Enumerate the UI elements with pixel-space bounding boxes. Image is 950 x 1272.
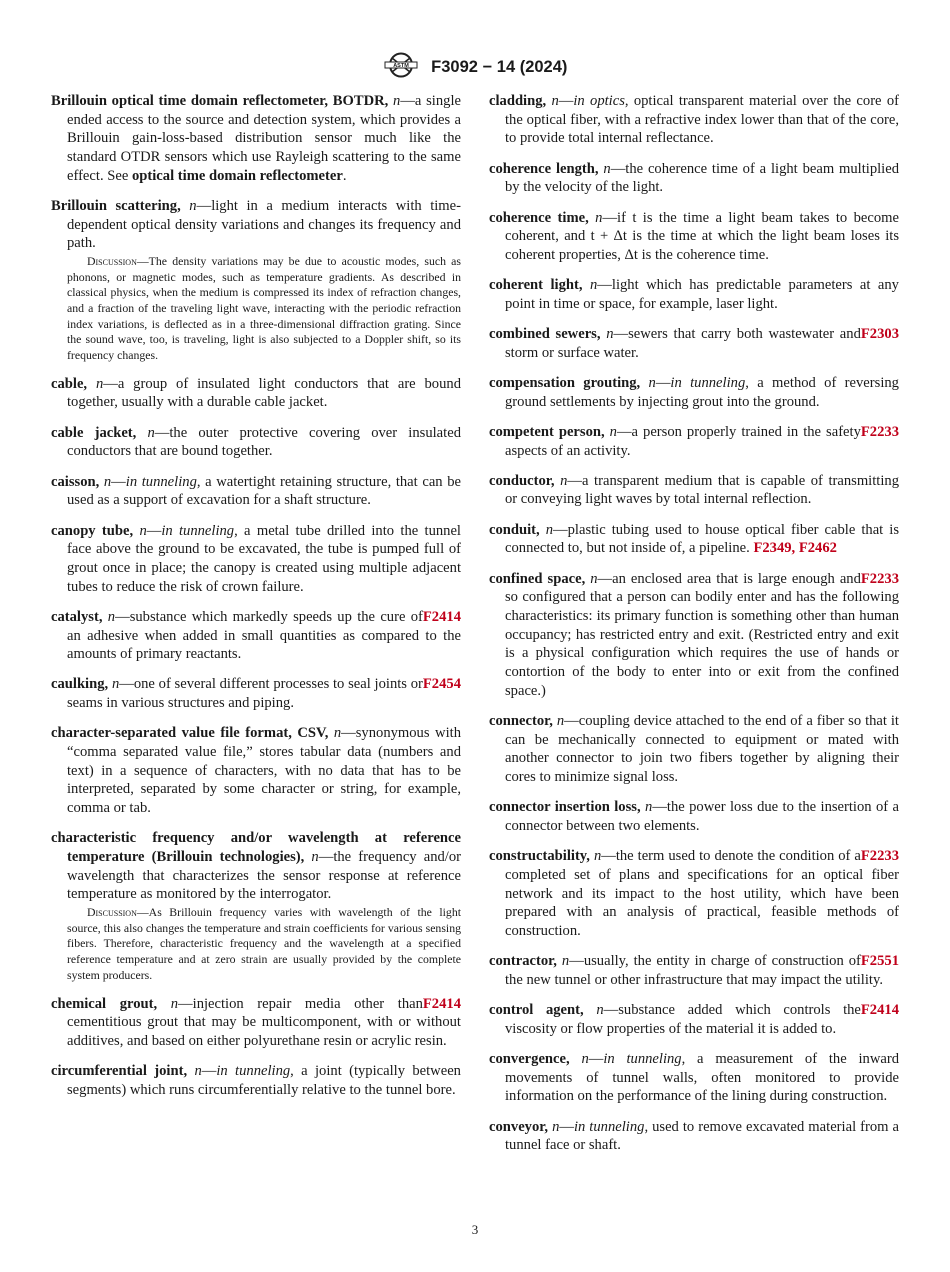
glossary-entry xyxy=(489,521,899,558)
glossary-entry xyxy=(51,375,461,412)
entry-term: caulking, xyxy=(51,676,109,693)
subject-domain: in tunneling xyxy=(216,1063,291,1080)
definition-text: , optical transparent material over the core of the optical fiber, with a refractive index lower than that of the core, to provide total internal reflectance. xyxy=(505,93,899,147)
entry-definition xyxy=(489,209,899,265)
glossary-entry xyxy=(489,374,899,411)
part-of-speech: n xyxy=(581,1051,589,1068)
definition-text: —a single ended access to the source and detection system, which provides a Brillouin gain-loss-based distribution sensor much like the standard OTDR sensors which use Rayleigh scattering to the same effect. See xyxy=(67,93,461,184)
definition-text: , a watertight retaining structure, that can be used as a support of excavation for a shaft structure. xyxy=(67,473,461,509)
glossary-entry xyxy=(51,424,461,461)
part-of-speech: n xyxy=(107,608,116,625)
entry-definition xyxy=(51,197,461,253)
definition-text: —plastic tubing used to house optical fiber cable that is connected to, but not inside of, a pipeline. xyxy=(505,521,899,557)
entry-term: conveyor, xyxy=(489,1118,549,1135)
entry-definition xyxy=(51,92,461,186)
entry-term: chemical grout, xyxy=(51,995,158,1012)
definition-text: —a group of insulated light conductors that are bound together, usually with a durable cable jacket. xyxy=(67,375,461,411)
standard-reference: F2233 xyxy=(860,848,899,865)
entry-term: coherence time, xyxy=(489,209,589,226)
glossary-entry xyxy=(51,608,461,664)
entry-term: contractor, xyxy=(489,953,557,970)
part-of-speech: n xyxy=(560,472,568,489)
part-of-speech: n xyxy=(333,725,342,742)
subject-domain: in tunneling xyxy=(603,1051,682,1068)
glossary-entry xyxy=(51,1062,461,1099)
entry-definition xyxy=(489,712,899,787)
entry-term: competent person, xyxy=(489,423,605,440)
definition-tail: . xyxy=(342,167,347,184)
part-of-speech: n xyxy=(311,849,319,866)
entry-definition xyxy=(51,375,461,412)
definition-text: , a joint (typically between segments) which runs circumferentially relative to the tunnel bore. xyxy=(67,1063,461,1098)
entry-definition xyxy=(489,160,899,197)
entry-definition: compensation grouting, n—in tunneling, a method of reversing ground settlements by injecting grout into the ground. xyxy=(489,374,899,410)
entry-definition xyxy=(51,608,461,664)
definition-text: —the outer protective covering over insulated conductors that are bound together. xyxy=(67,424,461,460)
entry-term: caisson, xyxy=(51,473,100,490)
entry-term: connector, xyxy=(489,712,553,729)
entry-term: cable jacket, xyxy=(51,424,137,441)
entry-term: catalyst, xyxy=(51,608,103,625)
definition-text: —one of several different processes to seal joints or seams in various structures and piping. xyxy=(67,676,423,712)
entry-definition xyxy=(489,847,899,941)
subject-domain: in tunneling xyxy=(125,473,197,490)
glossary-entry xyxy=(489,423,899,460)
entry-definition xyxy=(51,424,461,461)
definition-text: —the frequency and/or wavelength that characterizes the sensor response at reference temperature as monitored by the interrogator. xyxy=(67,849,461,903)
entry-definition: convergence, n—in tunneling, a measurement of the inward movements of tunnel walls, often monitored to provide information on the performance of the lining during construction. xyxy=(489,1051,899,1105)
svg-text:ASTM: ASTM xyxy=(392,63,409,69)
page-header xyxy=(0,52,950,83)
entry-definition: circumferential joint, n—in tunneling, a joint (typically between segments) which runs circumferentially relative to the tunnel bore. xyxy=(51,1063,461,1098)
entry-term: combined sewers, xyxy=(489,326,601,343)
entry-term: convergence, xyxy=(489,1051,570,1068)
discussion-label: Discussion xyxy=(87,905,137,920)
glossary-entry xyxy=(489,798,899,835)
entry-definition xyxy=(489,521,899,558)
standard-reference: F2454 xyxy=(422,676,461,693)
glossary-entry xyxy=(51,92,461,186)
definition-text: , a metal tube drilled into the tunnel face above the ground to be excavated, the tube is pumped full of grout once in place; the canopy is created using multiple adjacent tubes to reduce the risk of crown failure. xyxy=(67,522,461,595)
definition-text: , a method of reversing ground settlements by injecting grout into the ground. xyxy=(505,374,899,410)
standard-reference: F2233 xyxy=(860,423,899,440)
entry-definition: conveyor, n—in tunneling, used to remove excavated material from a tunnel face or shaft. xyxy=(489,1118,899,1154)
entry-term: coherent light, xyxy=(489,277,583,294)
standard-reference: F2414 xyxy=(422,608,461,625)
entry-definition: caisson, n—in tunneling, a watertight retaining structure, that can be used as a support of excavation for a shaft structure. xyxy=(51,473,461,509)
definition-text: —the coherence time of a light beam multiplied by the velocity of the light. xyxy=(505,160,900,196)
subject-domain: in tunneling xyxy=(161,522,235,539)
entry-definition xyxy=(489,472,899,509)
left-column xyxy=(51,92,461,1111)
astm-logo-icon xyxy=(383,52,419,83)
glossary-entry xyxy=(489,712,899,787)
part-of-speech: n xyxy=(194,1063,202,1080)
glossary-entry xyxy=(51,197,461,363)
cross-reference: optical time domain reflectometer xyxy=(131,167,343,184)
definition-text: —an enclosed area that is large enough and so configured that a person can bodily enter and has the following characteristics: its primary function is something other than human occupancy; has restricted entry and exit. (Restricted entry and exit is a physical configuration which requires the use of hands or contortion of the body to enter into or exit from the confined space.) xyxy=(505,570,899,699)
standard-reference: F2414 xyxy=(422,995,461,1012)
part-of-speech: n xyxy=(170,995,179,1012)
part-of-speech: n xyxy=(95,375,104,392)
discussion-label: Discussion xyxy=(87,254,137,269)
glossary-entry xyxy=(489,209,899,265)
entry-definition xyxy=(489,1001,899,1038)
part-of-speech: n xyxy=(556,712,565,729)
entry-term: compensation grouting, xyxy=(489,374,641,391)
part-of-speech: n xyxy=(393,93,401,109)
definition-text: —the term used to denote the condition of a completed set of plans and specifications for an optical fiber network and its impact to the host utility, which have been prepared with an analysis of practical, feasible methods of construction. xyxy=(505,848,899,940)
subject-domain: in tunneling xyxy=(573,1118,645,1135)
entry-term: connector insertion loss, xyxy=(489,799,641,816)
part-of-speech: n xyxy=(645,799,653,816)
definition-text: , a measurement of the inward movements of tunnel walls, often monitored to provide information on the performance of the lining during construction. xyxy=(505,1051,899,1105)
definition-text: —substance which markedly speeds up the cure of an adhesive when added in small quantities as compared to the amounts of primary reactants. xyxy=(67,608,461,663)
glossary-entry xyxy=(489,1118,899,1155)
part-of-speech: n xyxy=(596,1002,604,1019)
part-of-speech: n xyxy=(545,521,554,538)
part-of-speech: n xyxy=(593,848,602,865)
entry-definition xyxy=(489,798,899,835)
subject-domain: in tunneling xyxy=(670,374,746,391)
definition-text: —light which has predictable parameters at any point in time or space, for example, laser light. xyxy=(505,277,899,312)
entry-term: Brillouin optical time domain reflectometer, BOTDR, xyxy=(51,93,389,109)
glossary-entry xyxy=(51,675,461,712)
definition-text: —if t is the time a light beam takes to become coherent, and t + Δt is the time at which the light beam loses its coherent properties, Δt is the coherence time. xyxy=(505,209,899,263)
subject-domain: in optics xyxy=(573,93,625,109)
entry-term: conductor, xyxy=(489,472,555,489)
glossary-entry xyxy=(51,724,461,818)
part-of-speech: n xyxy=(561,953,570,970)
entry-definition xyxy=(489,952,899,989)
glossary-entry xyxy=(489,92,899,148)
definition-text: —light in a medium interacts with time-dependent optical density variations and changes its frequency and path. xyxy=(67,198,462,252)
definition-text: , used to remove excavated material from a tunnel face or shaft. xyxy=(505,1118,899,1154)
part-of-speech: n xyxy=(552,1118,560,1135)
glossary-entry xyxy=(489,847,899,941)
entry-term: confined space, xyxy=(489,570,586,587)
discussion-note xyxy=(51,254,461,363)
glossary-entry xyxy=(489,570,899,701)
entry-definition xyxy=(489,276,899,313)
definition-text: —sewers that carry both wastewater and storm or surface water. xyxy=(505,326,861,361)
part-of-speech: n xyxy=(111,676,120,693)
part-of-speech: n xyxy=(606,326,614,343)
page-number: 3 xyxy=(471,1222,479,1237)
entry-term: cable, xyxy=(51,375,88,392)
glossary-entry xyxy=(489,276,899,313)
glossary-entry xyxy=(51,829,461,983)
entry-term: control agent, xyxy=(489,1002,584,1019)
part-of-speech: n xyxy=(590,277,598,294)
discussion-note xyxy=(51,905,461,983)
entry-definition xyxy=(51,724,461,818)
definition-text: —a person properly trained in the safety aspects of an activity. xyxy=(505,423,861,459)
entry-definition xyxy=(51,829,461,904)
entry-term: constructability, xyxy=(489,848,590,865)
part-of-speech: n xyxy=(103,473,112,490)
glossary-entry xyxy=(51,995,461,1051)
part-of-speech: n xyxy=(147,424,155,441)
standard-reference: F2349, F2462 xyxy=(753,540,837,557)
entry-term: circumferential joint, xyxy=(51,1063,188,1080)
entry-term: Brillouin scattering, xyxy=(51,198,181,215)
definition-text: —a transparent medium that is capable of transmitting or conveying light waves by total internal reflection. xyxy=(505,472,899,508)
standard-reference: F2233 xyxy=(860,570,899,587)
definition-text: —usually, the entity in charge of construction of the new tunnel or other infrastructure that may impact the utility. xyxy=(505,953,883,988)
part-of-speech: n xyxy=(189,198,197,215)
right-column xyxy=(489,92,899,1167)
entry-definition xyxy=(489,423,899,460)
part-of-speech: n xyxy=(139,522,147,539)
part-of-speech: n xyxy=(595,209,603,226)
part-of-speech: n xyxy=(609,423,617,440)
entry-term: conduit, xyxy=(489,521,540,538)
definition-text: —injection repair media other than cementitious grout that may be multicomponent, with or without additives, and based on either polyurethane resin or acrylic resin. xyxy=(67,995,461,1050)
glossary-entry xyxy=(489,325,899,362)
part-of-speech: n xyxy=(603,160,611,177)
entry-definition xyxy=(51,675,461,712)
entry-definition xyxy=(489,570,899,701)
glossary-entry xyxy=(489,1001,899,1038)
glossary-entry xyxy=(51,473,461,510)
standard-reference: F2303 xyxy=(860,326,899,343)
glossary-entry xyxy=(489,952,899,989)
entry-definition: canopy tube, n—in tunneling, a metal tube drilled into the tunnel face above the ground to be excavated, the tube is pumped full of grout once in place; the canopy is created using multiple adjacent tubes to reduce the risk of crown failure. xyxy=(51,522,461,595)
part-of-speech: n xyxy=(648,374,656,391)
discussion-text: —As Brillouin frequency varies with wavelength of the light source, this also changes the temperature and strain coefficients for various sensing fibers. Therefore, characteristic frequency and the wavelength at a specified reference temperature and at zero strain are usually provided by the complete system producers. xyxy=(67,905,461,982)
entry-term: character-separated value file format, CSV, xyxy=(51,725,329,742)
standard-reference: F2551 xyxy=(860,953,899,970)
part-of-speech: n xyxy=(590,570,598,587)
definition-text: —synonymous with “comma separated value file,” stores tabular data (numbers and text) in a sequence of characters, with no data that has to be interpreted, separated by some character or string, for example, comma or tab. xyxy=(67,725,461,817)
entry-definition xyxy=(489,325,899,362)
entry-term: coherence length, xyxy=(489,160,599,177)
definition-text: —substance added which controls the viscosity or flow properties of the material it is added to. xyxy=(505,1002,861,1037)
glossary-entry xyxy=(489,160,899,197)
standard-reference: F2414 xyxy=(860,1002,899,1019)
entry-term: cladding, xyxy=(489,93,547,109)
entry-definition: cladding, n—in optics, optical transparent material over the core of the optical fiber, with a refractive index lower than that of the core, to provide total internal reflectance. xyxy=(489,93,899,147)
definition-text: —coupling device attached to the end of a fiber so that it can be mechanically connected to equipment or mated with another connector to join two fibers together by aligning their cores to minimize signal loss. xyxy=(505,712,899,786)
glossary-entry xyxy=(489,1050,899,1106)
entry-definition xyxy=(51,995,461,1051)
entry-term: characteristic frequency and/or wavelength at reference temperature (Brillouin technologies), xyxy=(51,830,461,866)
glossary-entry xyxy=(489,472,899,509)
entry-term: canopy tube, xyxy=(51,522,134,539)
definition-text: —the power loss due to the insertion of a connector between two elements. xyxy=(505,799,900,834)
glossary-entry xyxy=(51,522,461,597)
document-designation: F3092 − 14 (2024) xyxy=(431,58,568,76)
part-of-speech: n xyxy=(551,93,559,109)
discussion-text: —The density variations may be due to acoustic modes, such as phonons, or magnetic modes, such as temperature gradients. As described in classical physics, when the medium is compressed its index of refraction changes, and a fraction of the traveling light wave, interacting with the periodic refraction index variations, is deflected as in a three-dimensional diffraction grating. Since the sound wave, too, is traveling, light is also subjected to a Doppler shift, so its frequency changes. xyxy=(67,254,461,362)
